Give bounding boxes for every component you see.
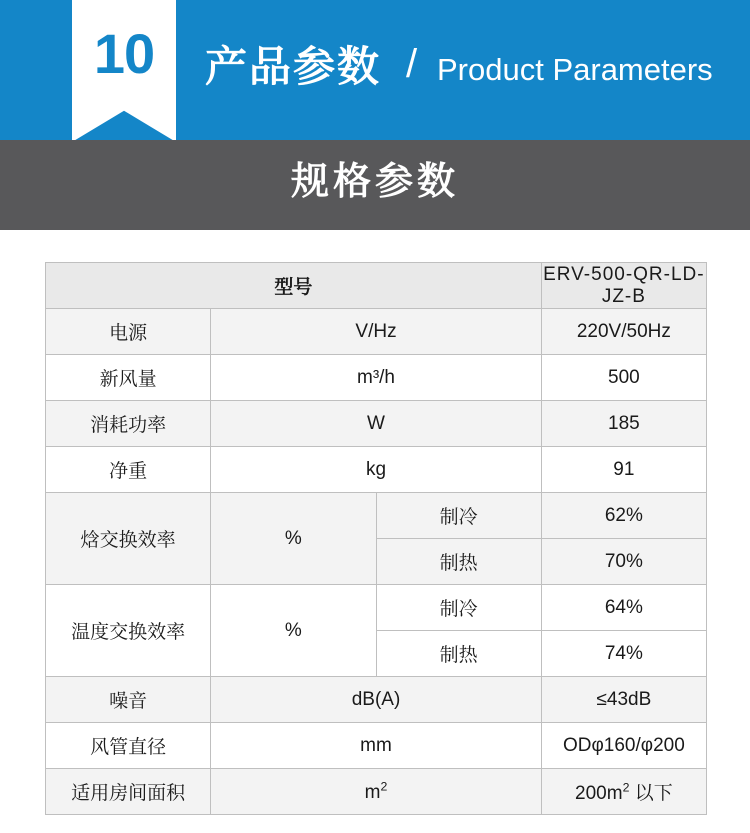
row-value-heating: 70%	[541, 539, 706, 585]
table-row	[46, 309, 707, 355]
model-label-cell: 型号	[46, 263, 542, 309]
spec-table-wrapper	[45, 262, 707, 815]
row-value: 220V/50Hz	[541, 309, 706, 355]
row-value: ≤43dB	[541, 677, 706, 723]
row-label: 消耗功率	[46, 401, 211, 447]
row-value: 185	[541, 401, 706, 447]
row-unit: %	[211, 585, 376, 677]
row-value: 91	[541, 447, 706, 493]
row-value-text: $200m^2$ 以下	[575, 780, 673, 804]
row-subtype-cooling: 制冷	[376, 493, 541, 539]
row-label: 焓交换效率	[46, 493, 211, 585]
table-row	[46, 677, 707, 723]
row-label: 净重	[46, 447, 211, 493]
row-label: 适用房间面积	[46, 769, 211, 815]
row-unit: W	[211, 401, 542, 447]
banner-title-chinese: 产品参数	[205, 43, 382, 90]
row-value	[541, 769, 706, 815]
table-row	[46, 723, 707, 769]
section-bar	[0, 140, 750, 230]
row-label: 电源	[46, 309, 211, 355]
table-row	[46, 585, 707, 631]
section-title: 规格参数	[290, 161, 459, 203]
table-row	[46, 355, 707, 401]
page-banner	[0, 0, 750, 140]
table-row-header	[46, 263, 707, 309]
spec-table	[45, 262, 707, 815]
row-value-cooling: 62%	[541, 493, 706, 539]
row-unit-text: $m^2$	[364, 779, 388, 803]
table-row	[46, 447, 707, 493]
row-label: 温度交换效率	[46, 585, 211, 677]
row-value: 500	[541, 355, 706, 401]
banner-section-number: 10	[93, 22, 155, 85]
table-row	[46, 769, 707, 815]
row-unit: %	[211, 493, 376, 585]
row-subtype-heating: 制热	[376, 539, 541, 585]
row-label: 风管直径	[46, 723, 211, 769]
row-subtype-cooling: 制冷	[376, 585, 541, 631]
row-label: 噪音	[46, 677, 211, 723]
row-label: 新风量	[46, 355, 211, 401]
row-value: ODφ160/φ200	[541, 723, 706, 769]
table-row	[46, 493, 707, 539]
row-unit: dB(A)	[211, 677, 542, 723]
row-unit: kg	[211, 447, 542, 493]
banner-title-english: Product Parameters	[437, 52, 713, 87]
row-value-cooling: 64%	[541, 585, 706, 631]
banner-separator: /	[406, 42, 418, 86]
row-unit: V/Hz	[211, 309, 542, 355]
model-value-cell: ERV-500-QR-LD-JZ-B	[543, 263, 705, 307]
row-unit	[211, 769, 542, 815]
row-value-heating: 74%	[541, 631, 706, 677]
row-unit: m³/h	[211, 355, 542, 401]
row-subtype-heating: 制热	[376, 631, 541, 677]
table-row	[46, 401, 707, 447]
row-unit: mm	[211, 723, 542, 769]
